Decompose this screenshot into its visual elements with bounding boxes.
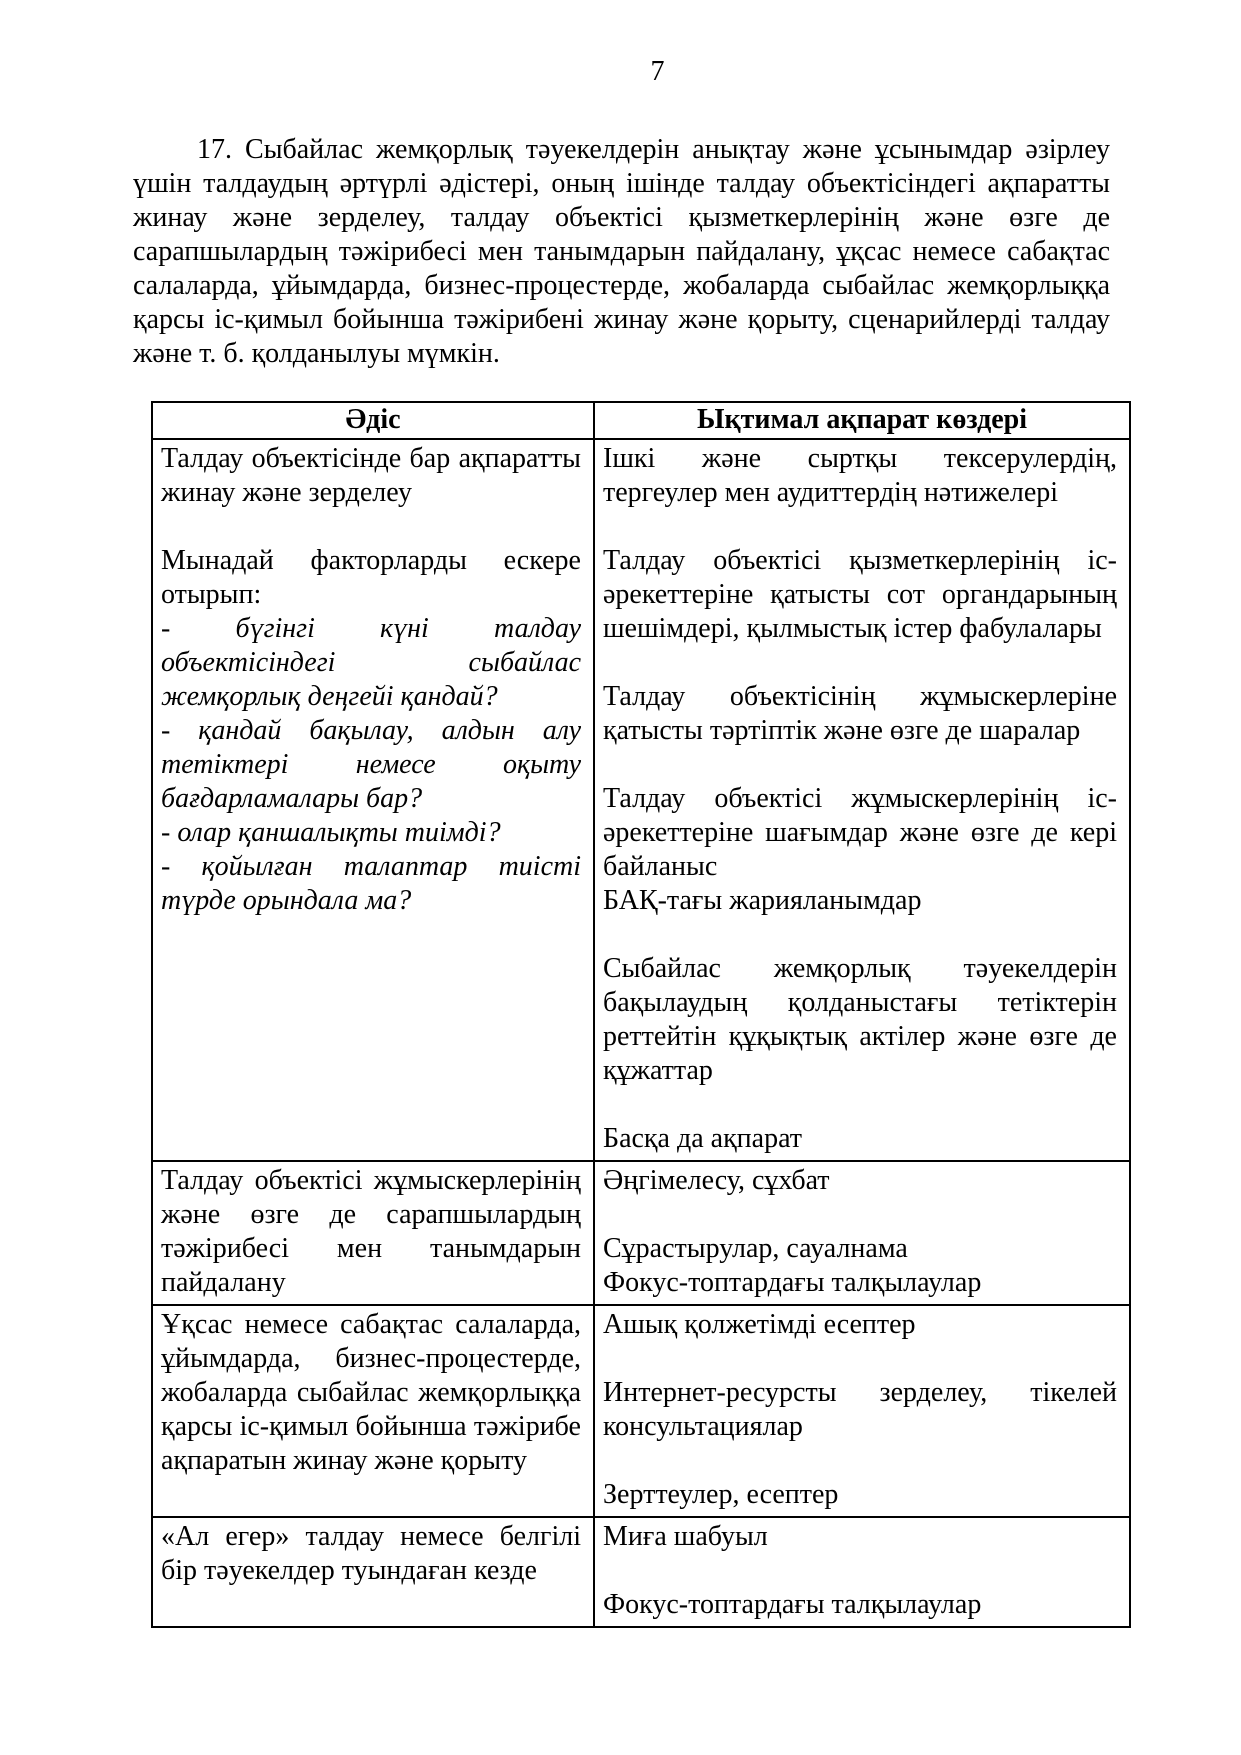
question-paragraph: - қойылған талаптар тиісті түрде орындала ма? [161,851,581,916]
paragraph: Мынадай факторларды ескере отырып: [161,545,581,610]
paragraph: Ашық қолжетімді есептер [603,1309,916,1340]
paragraph: Зерттеулер, есептер [603,1479,839,1510]
blank-line [603,1088,1117,1122]
paragraph: Талдау объектісі жұмыскерлерінің және өзге де сарапшылардың тәжірибесі мен танымдарын пайдалану [161,1165,581,1298]
methods-table [151,401,1131,1628]
question-paragraph: - бүгінгі күні талдау объектісіндегі сыбайлас жемқорлық деңгейі қандай? [161,613,581,712]
table-row [152,1305,1130,1517]
method-cell [152,1305,594,1517]
blank-line [603,510,1117,544]
paragraph: Талдау объектісінің жұмыскерлеріне қатысты тәртіптік және өзге де шаралар [603,681,1117,746]
paragraph: Фокус-топтардағы талқылаулар [603,1267,982,1298]
paragraph: Ұқсас немесе сабақтас салаларда, ұйымдарда, бизнес-процестерде, жобаларда сыбайлас жемқорлыққа қарсы іс-қимыл бойынша тәжірибе ақпаратын жинау және қорыту [161,1309,581,1476]
blank-line [603,748,1117,782]
question-paragraph: - қандай бақылау, алдын алу тетіктері немесе оқыту бағдарламалары бар? [161,715,581,814]
sources-cell [594,1305,1130,1517]
sources-cell [594,1517,1130,1627]
sources-cell [594,439,1130,1161]
paragraph: Талдау объектісі қызметкерлерінің іс-әрекеттеріне қатысты сот органдарының шешімдері, қылмыстық істер фабулалары [603,545,1117,644]
intro-paragraph: 17. Сыбайлас жемқорлық тәуекелдерін анықтау және ұсынымдар әзірлеу үшін талдаудың әртүрлі әдістері, оның ішінде талдау объектісіндегі ақпаратты жинау және зерделеу, талдау объектісі қызметкерлерінің және өзге де сарапшылардың тәжірибесі мен танымдарын пайдалану, ұқсас немесе сабақтас салаларда, ұйымдарда, бизнес-процестерде, жобаларда сыбайлас жемқорлыққа қарсы іс-қимыл бойынша тәжірибені жинау және қорыту, сценарийлерді талдау және т. б. қолданылуы мүмкін. [133,134,1110,369]
page-number: 7 [650,56,665,87]
method-cell [152,1161,594,1305]
table-row [152,1161,1130,1305]
sources-cell [594,1161,1130,1305]
table-header-row [152,402,1130,439]
paragraph: Басқа да ақпарат [603,1123,803,1154]
table-header-method: Әдіс [152,402,594,439]
blank-line [161,510,581,544]
table-header-sources: Ықтимал ақпарат көздері [594,402,1130,439]
paragraph: Талдау объектісінде бар ақпаратты жинау және зерделеу [161,443,581,508]
paragraph: Миға шабуыл [603,1521,768,1552]
paragraph: Талдау объектісі жұмыскерлерінің іс-әрекеттеріне шағымдар және өзге де кері байланыс [603,783,1117,882]
paragraph: Ішкі және сыртқы тексерулердің, тергеулер мен аудиттердің нәтижелері [603,443,1117,508]
method-cell [152,1517,594,1627]
paragraph: Сыбайлас жемқорлық тәуекелдерін бақылаудың қолданыстағы тетіктерін реттейтін құқықтық актілер және өзге де құжаттар [603,953,1117,1086]
blank-line [603,918,1117,952]
method-cell [152,439,594,1161]
blank-line [603,1444,1117,1478]
blank-line [603,646,1117,680]
blank-line [603,1554,1117,1588]
blank-line [603,1342,1117,1376]
paragraph: Фокус-топтардағы талқылаулар [603,1589,982,1620]
paragraph: БАҚ-тағы жарияланымдар [603,885,922,916]
paragraph: «Ал егер» талдау немесе белгілі бір тәуекелдер туындаған кезде [161,1521,581,1586]
paragraph: Әңгімелесу, сұхбат [603,1165,830,1196]
blank-line [603,1198,1117,1232]
table-row [152,439,1130,1161]
table-row [152,1517,1130,1627]
question-paragraph: - олар қаншалықты тиімді? [161,817,501,848]
paragraph: Сұрастырулар, сауалнама [603,1233,908,1264]
paragraph: Интернет-ресурсты зерделеу, тікелей консультациялар [603,1377,1117,1442]
